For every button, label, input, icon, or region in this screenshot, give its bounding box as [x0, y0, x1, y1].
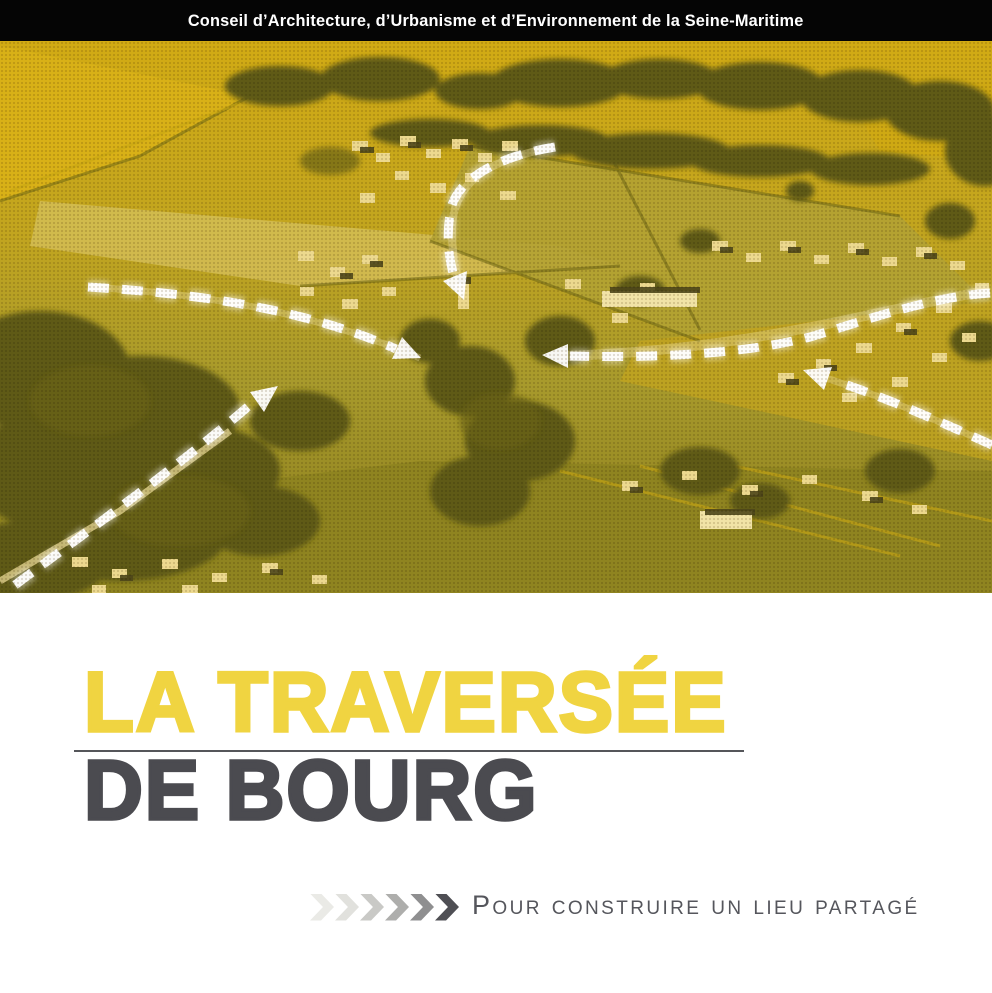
chevron-icon [410, 894, 434, 921]
chevron-icon [435, 894, 459, 921]
title-line2: DE BOURG [84, 743, 539, 837]
title-line1: LA TRAVERSÉE [84, 655, 728, 749]
top-banner [0, 0, 992, 41]
organization-name: Conseil d’Architecture, d’Urbanisme et d’Environnement de la Seine-Maritime [188, 10, 804, 30]
chevron-icon [385, 894, 409, 921]
tagline-text: Pour construire un lieu partagé [472, 889, 920, 920]
chevron-icon [310, 894, 334, 921]
aerial-photo-illustration [0, 41, 992, 593]
aerial-photo [0, 41, 992, 593]
chevron-icon [360, 894, 384, 921]
chevron-icon [335, 894, 359, 921]
chevron-row [310, 894, 460, 921]
tagline [310, 891, 920, 923]
